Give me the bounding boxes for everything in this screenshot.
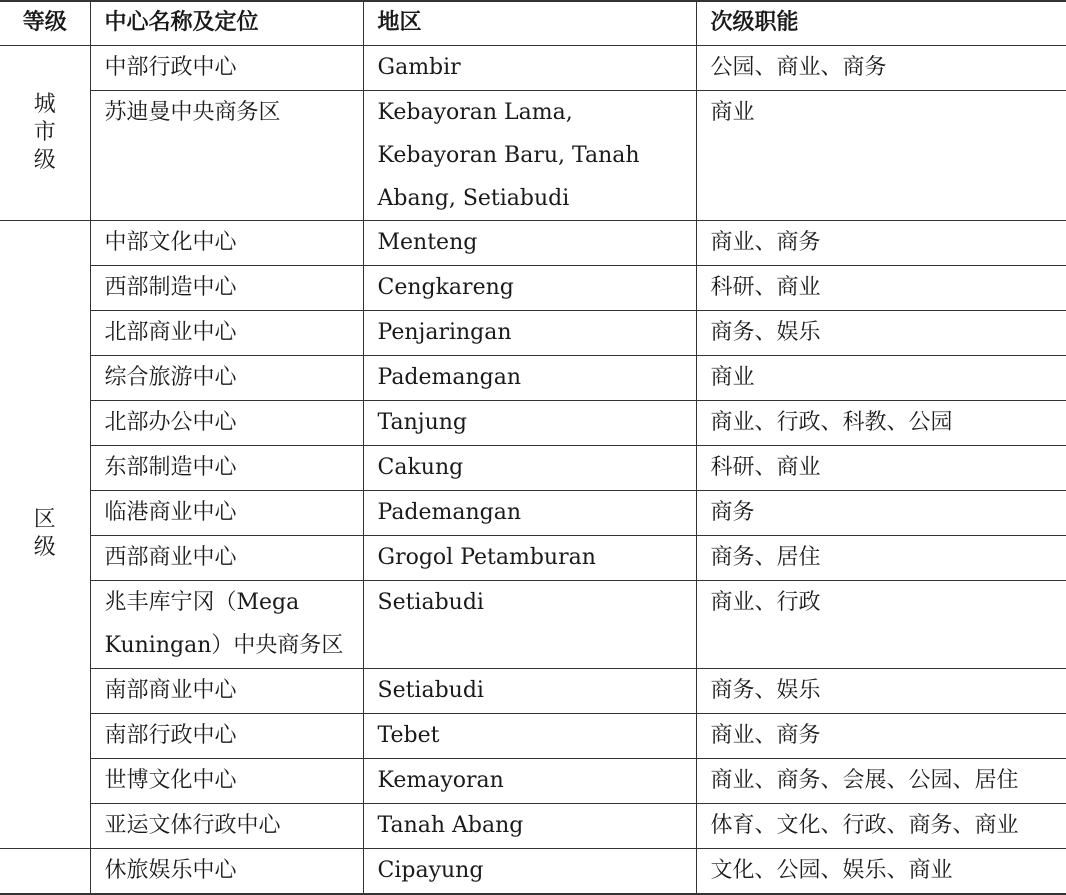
header-function: 次级职能 — [696, 1, 1066, 45]
table-row — [0, 803, 1066, 848]
area-cell: Menteng — [363, 220, 696, 265]
function-cell: 商业 — [696, 355, 1066, 400]
level-cell-district: 区级 — [0, 220, 90, 848]
function-cell: 商务、娱乐 — [696, 668, 1066, 713]
table-row — [0, 758, 1066, 803]
area-cell: Tanah Abang — [363, 803, 696, 848]
area-cell: Setiabudi — [363, 668, 696, 713]
center-cell: 休旅娱乐中心 — [90, 848, 363, 894]
header-row — [0, 1, 1066, 45]
table-row — [0, 445, 1066, 490]
center-cell: 西部商业中心 — [90, 535, 363, 580]
area-cell: Pademangan — [363, 355, 696, 400]
function-cell: 商业、商务 — [696, 713, 1066, 758]
function-cell: 公园、商业、商务 — [696, 45, 1066, 90]
table-row — [0, 220, 1066, 265]
table-row — [0, 265, 1066, 310]
function-cell: 商业、行政 — [696, 580, 1066, 668]
center-cell: 南部商业中心 — [90, 668, 363, 713]
table-row — [0, 713, 1066, 758]
function-cell: 商务 — [696, 490, 1066, 535]
area-cell: Pademangan — [363, 490, 696, 535]
table-row — [0, 535, 1066, 580]
table-row — [0, 310, 1066, 355]
table-row — [0, 400, 1066, 445]
area-cell: Cipayung — [363, 848, 696, 894]
area-cell: Grogol Petamburan — [363, 535, 696, 580]
center-cell: 北部办公中心 — [90, 400, 363, 445]
header-area: 地区 — [363, 1, 696, 45]
table-row — [0, 490, 1066, 535]
center-cell: 中部文化中心 — [90, 220, 363, 265]
table-row — [0, 848, 1066, 894]
center-cell: 南部行政中心 — [90, 713, 363, 758]
function-cell: 商业 — [696, 90, 1066, 220]
function-cell: 科研、商业 — [696, 445, 1066, 490]
function-cell: 科研、商业 — [696, 265, 1066, 310]
center-cell: 西部制造中心 — [90, 265, 363, 310]
center-cell: 北部商业中心 — [90, 310, 363, 355]
header-center: 中心名称及定位 — [90, 1, 363, 45]
header-level: 等级 — [0, 1, 90, 45]
area-cell: Penjaringan — [363, 310, 696, 355]
center-cell: 东部制造中心 — [90, 445, 363, 490]
center-cell: 临港商业中心 — [90, 490, 363, 535]
center-cell: 兆丰库宁冈（Mega Kuningan）中央商务区 — [90, 580, 363, 668]
function-cell: 商业、商务、会展、公园、居住 — [696, 758, 1066, 803]
table-row — [0, 90, 1066, 220]
area-cell: Gambir — [363, 45, 696, 90]
center-cell: 世博文化中心 — [90, 758, 363, 803]
center-cell: 中部行政中心 — [90, 45, 363, 90]
table-row — [0, 355, 1066, 400]
area-cell: Kebayoran Lama, Kebayoran Baru, Tanah Abang, Setiabudi — [363, 90, 696, 220]
table-row — [0, 580, 1066, 668]
function-cell: 文化、公园、娱乐、商业 — [696, 848, 1066, 894]
level-cell-city: 城市级 — [0, 45, 90, 220]
center-cell: 综合旅游中心 — [90, 355, 363, 400]
area-cell: Cengkareng — [363, 265, 696, 310]
area-cell: Setiabudi — [363, 580, 696, 668]
center-cell: 苏迪曼中央商务区 — [90, 90, 363, 220]
area-cell: Tanjung — [363, 400, 696, 445]
area-cell: Tebet — [363, 713, 696, 758]
area-cell: Cakung — [363, 445, 696, 490]
table-row — [0, 45, 1066, 90]
function-cell: 商务、娱乐 — [696, 310, 1066, 355]
table-row — [0, 668, 1066, 713]
area-cell: Kemayoran — [363, 758, 696, 803]
level-cell-other — [0, 848, 90, 894]
function-cell: 商务、居住 — [696, 535, 1066, 580]
function-cell: 体育、文化、行政、商务、商业 — [696, 803, 1066, 848]
function-cell: 商业、行政、科教、公园 — [696, 400, 1066, 445]
center-cell: 亚运文体行政中心 — [90, 803, 363, 848]
function-cell: 商业、商务 — [696, 220, 1066, 265]
